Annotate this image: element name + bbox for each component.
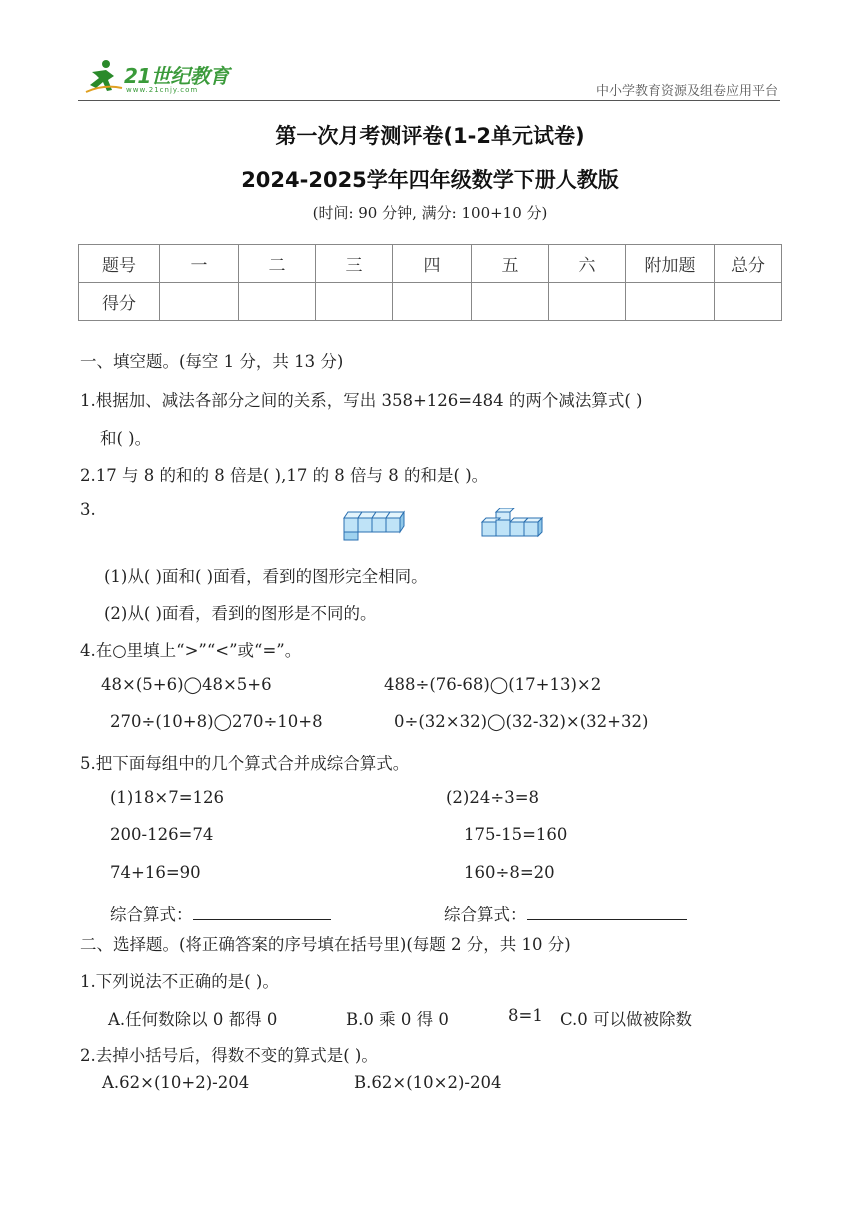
table-cell: 五 [472,245,549,283]
cube-figure-right [478,508,544,542]
table-cell: 一 [160,245,239,283]
table-cell: 三 [316,245,393,283]
page-title: 第一次月考测评卷(1-2单元试卷) [275,124,585,148]
score-table [78,244,782,321]
combined-formula-left [110,901,331,925]
table-cell: 二 [239,245,316,283]
section2-heading: 二、选择题。(将正确答案的序号填在括号里)(每题 2 分，共 10 分) [80,935,571,954]
choice-question-2: 2.去掉小括号后，得数不变的算式是( )。 [80,1046,378,1065]
option-b: B.62×(10×2)-204 [354,1073,502,1092]
compare-item: 488÷(76-68)◯(17+13)×2 [384,675,602,694]
table-cell: 附加题 [626,245,715,283]
question-2: 2.17 与 8 的和的 8 倍是( ),17 的 8 倍与 8 的和是( )。 [80,466,489,485]
question-1-line1: 1.根据加、减法各部分之间的关系，写出 358+126=484 的两个减法算式( ) [80,391,643,410]
option-b: B.0 乘 0 得 0 [346,1010,449,1029]
answer-blank[interactable] [527,903,687,920]
compare-item: 0÷(32×32)◯(32-32)×(32+32) [394,712,649,731]
option-b-extra: 8=1 [508,1006,543,1025]
exam-info: (时间: 90 分钟, 满分: 100+10 分) [312,204,548,222]
score-input-cell[interactable] [549,283,626,321]
question-5: 5.把下面每组中的几个算式合并成综合算式。 [80,754,410,773]
table-cell: 总分 [715,245,782,283]
logo-url: www.21cnjy.com [126,86,199,94]
site-logo [84,58,244,100]
equation-right: 175-15=160 [464,825,568,844]
table-cell: 题号 [79,245,160,283]
score-input-cell[interactable] [239,283,316,321]
equation-left: (1)18×7=126 [110,788,225,807]
compare-item: 48×(5+6)◯48×5+6 [101,675,272,694]
logo-brand: 21世纪教育 [124,64,229,88]
score-input-cell[interactable] [715,283,782,321]
platform-name: 中小学教育资源及组卷应用平台 [595,84,778,99]
score-input-cell[interactable] [393,283,472,321]
equation-left: 74+16=90 [110,863,201,882]
score-table-score-row [79,283,782,321]
combined-formula-right [444,901,687,925]
equation-right: 160÷8=20 [464,863,555,882]
question-3-number: 3. [80,500,96,519]
choice-question-1: 1.下列说法不正确的是( )。 [80,972,279,991]
option-a: A.62×(10+2)-204 [102,1073,250,1092]
running-figure-logo-icon [84,58,124,94]
option-a: A.任何数除以 0 都得 0 [108,1010,278,1029]
question-1-line2: 和( )。 [100,429,152,448]
score-table-header-row [79,245,782,283]
score-input-cell[interactable] [626,283,715,321]
table-cell: 四 [393,245,472,283]
page-subtitle-title: 2024-2025学年四年级数学下册人教版 [241,168,619,192]
table-cell: 六 [549,245,626,283]
compare-item: 270÷(10+8)◯270÷10+8 [110,712,323,731]
combined-formula-label: 综合算式： [444,905,527,924]
table-cell: 得分 [79,283,160,321]
score-input-cell[interactable] [160,283,239,321]
score-input-cell[interactable] [316,283,393,321]
header-divider [78,100,780,101]
section1-heading: 一、填空题。(每空 1 分，共 13 分) [80,352,344,371]
equation-right: (2)24÷3=8 [446,788,540,807]
equation-left: 200-126=74 [110,825,214,844]
combined-formula-label: 综合算式： [110,905,193,924]
cube-figure-left [340,508,406,542]
question-4: 4.在○里填上“>”“<”或“=”。 [80,641,302,660]
answer-blank[interactable] [193,903,331,920]
question-3b: (2)从( )面看，看到的图形是不同的。 [104,604,377,623]
option-c: C.0 可以做被除数 [560,1010,693,1029]
question-3a: (1)从( )面和( )面看，看到的图形完全相同。 [104,567,428,586]
score-input-cell[interactable] [472,283,549,321]
